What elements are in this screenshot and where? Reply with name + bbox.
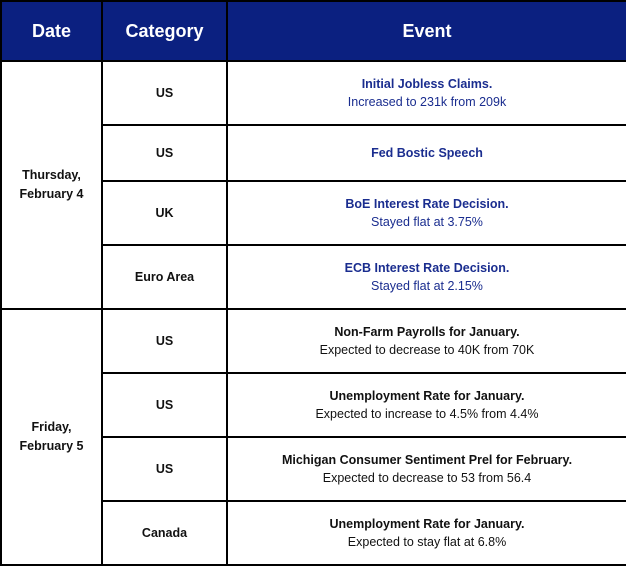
event-cell [227,61,626,125]
date-cell [1,309,102,565]
date-month: February 5 [19,439,84,453]
table-row [1,309,626,373]
event-description: Expected to decrease to 53 from 56.4 [322,471,532,485]
category-cell: UK [102,181,227,245]
category-cell: US [102,125,227,181]
event-cell [227,437,626,501]
event-description: Expected to increase to 4.5% from 4.4% [315,407,539,421]
date-month: February 4 [19,187,84,201]
event-cell [227,501,626,565]
event-description: Expected to decrease to 40K from 70K [319,343,535,357]
header-row [1,1,626,61]
category-cell: Euro Area [102,245,227,309]
event-title: Michigan Consumer Sentiment Prel for February. [281,453,573,467]
header-event: Event [227,1,626,61]
event-description: Expected to stay flat at 6.8% [347,535,507,549]
event-title: ECB Interest Rate Decision. [344,261,510,275]
event-title: Unemployment Rate for January. [329,517,525,531]
event-title: BoE Interest Rate Decision. [345,197,509,211]
header-date: Date [1,1,102,61]
event-cell [227,373,626,437]
event-title: Fed Bostic Speech [371,146,483,160]
event-description: Increased to 231k from 209k [347,95,507,109]
event-description: Stayed flat at 3.75% [371,215,483,229]
event-cell [227,309,626,373]
event-description: Stayed flat at 2.15% [371,279,483,293]
category-cell: US [102,373,227,437]
category-cell: US [102,437,227,501]
event-cell [227,181,626,245]
date-day: Thursday, [22,168,81,182]
event-title: Initial Jobless Claims. [361,77,493,91]
header-category: Category [102,1,227,61]
category-cell: Canada [102,501,227,565]
category-cell: US [102,309,227,373]
date-day: Friday, [31,420,72,434]
event-title: Non-Farm Payrolls for January. [334,325,520,339]
date-cell [1,61,102,309]
table-row [1,61,626,125]
event-cell [227,125,626,181]
category-cell: US [102,61,227,125]
event-cell [227,245,626,309]
event-title: Unemployment Rate for January. [329,389,525,403]
